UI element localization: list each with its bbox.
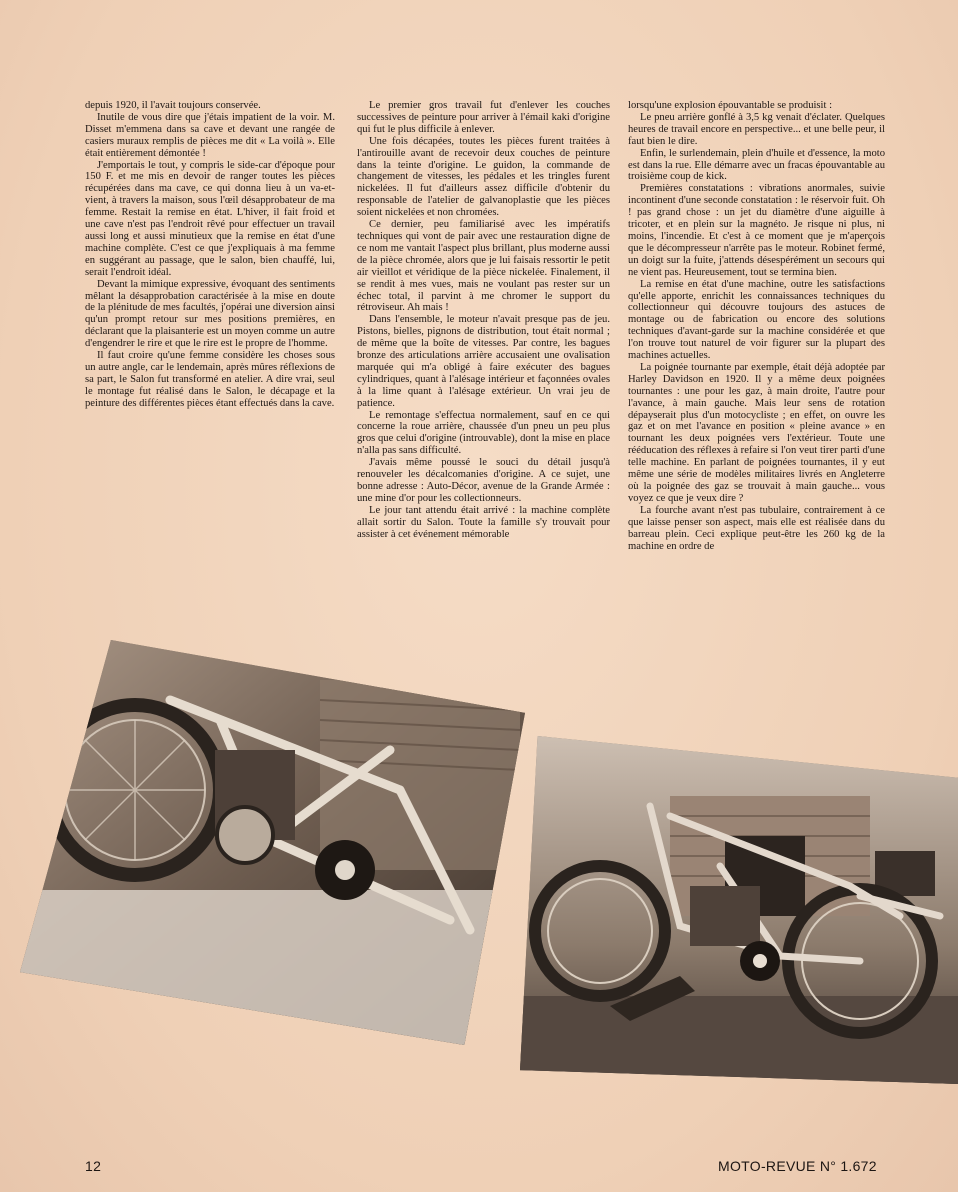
photo-motorcycle-frame — [20, 640, 525, 1045]
paragraph: Le jour tant attendu était arrivé : la machine complète allait sortir du Salon. Toute la famille s'y trouvait pour assister à cet événement mémorable — [357, 504, 610, 540]
paragraph: depuis 1920, il l'avait toujours conservée. — [85, 100, 261, 111]
paragraph: Premières constatations : vibrations anormales, suivie incontinent d'une seconde constatation : le réservoir fuit. Oh ! pas grand chose : un jet du diamètre d'une aiguille à tricoter, et en plein sur la magnéto. Je risque ni plus, ni moins, l'incendie. Et c'est à ce moment que je m'aperçois que le décompresseur n'arrête pas le moteur. Robinet fermé, un doigt sur la fuite, j'attends désespérément un secours qui ne vient pas. Heureusement, tout se termina bien. — [628, 183, 885, 278]
text-column-1 — [85, 100, 335, 410]
paragraph: Une fois décapées, toutes les pièces furent traitées à l'antirouille avant de recevoir deux couches de peinture dans la teinte d'origine. Le guidon, la commande de changement de vitesses, les pédales et les tringles furent nickelées. Il fut d'ailleurs assez difficile d'obtenir du responsable de l'atelier de galvanoplastie que les pièces soient nickelées et non chromées. — [357, 135, 610, 219]
paragraph: lorsqu'une explosion épouvantable se produisit : — [628, 100, 833, 111]
paragraph: Le pneu arrière gonflé à 3,5 kg venait d'éclater. Quelques heures de travail encore en perspective... et une belle peur, il faut bien le dire. — [628, 111, 885, 147]
paragraph: La fourche avant n'est pas tubulaire, contrairement à ce que laisse penser son aspect, mais elle est réalisée dans du barreau plein. Ceci explique peut-être les 260 kg de la machine en ordre de — [628, 504, 885, 552]
paragraph: Il faut croire qu'une femme considère les choses sous un autre angle, car le lendemain, après mûres réflexions de sa part, le Salon fut transformé en atelier. A dire vrai, seul le montage fut réalisé dans le Salon, le décapage et la peinture des différentes pièces étant effectués dans la cave. — [85, 350, 335, 409]
magazine-issue-footer: MOTO-REVUE N° 1.672 — [718, 1158, 877, 1174]
paragraph: La poignée tournante par exemple, était déjà adoptée par Harley Davidson en 1920. Il y a même deux poignées tournantes : une pour les gaz, à main droite, l'autre pour l'avance, à main gauche. Mais leur sens de rotation dépayserait plus d'un motocycliste ; en effet, on ouvre les gaz et on met l'avance en position « pleine avance » en tournant les deux poignées vers l'extérieur. Toute une rééducation des réflexes à refaire si l'on veut tirer parti d'une telle machine. En parlant de poignées tournantes, il y eut même une série de modèles militaires livrés en Angleterre où la poignée des gaz se trouvait à main gauche... vous voyez ce que je veux dire ? — [628, 361, 885, 504]
paragraph: Le remontage s'effectua normalement, sauf en ce qui concerne la roue arrière, chaussée d'un pneu un peu plus gros que celui d'origine (introuvable), dont la mise en place n'alla pas sans difficulté. — [357, 409, 610, 457]
text-column-2 — [357, 100, 610, 541]
page-number: 12 — [85, 1158, 102, 1174]
photo-assembled-image — [520, 736, 958, 1084]
paragraph: J'emportais le tout, y compris le side-car d'époque pour 150 F. et me mis en devoir de ranger toutes les pièces récupérées dans ma cave, ce qui donna lieu à un va-et-vient, à travers la maison, sous l'œil désapprobateur de ma femme. Restait la remise en état. L'hiver, il fait froid et une cave n'est pas l'endroit rêvé pour effectuer un travail aussi long et aussi minutieux que la remise en état d'une machine complète. C'est ce que j'expliquais à ma femme en suggérant au passage, que le salon, bien chauffé, lui, serait l'endroit idéal. — [85, 159, 335, 278]
paragraph: Le premier gros travail fut d'enlever les couches successives de peinture pour arriver à l'émail kaki d'origine qui fut le plus difficile à enlever. — [357, 100, 610, 135]
photo-frame-image — [20, 640, 525, 1045]
paragraph: Enfin, le surlendemain, plein d'huile et d'essence, la moto est dans la rue. Elle démarre avec un fracas épouvantable au troisième coup de kick. — [628, 147, 885, 183]
text-column-3 — [628, 100, 885, 552]
paragraph: La remise en état d'une machine, outre les satisfactions qu'elle apporte, enrichit les connaissances techniques du collectionneur qui découvre toujours des astuces de montage ou de fabrication ou encore des solutions techniques d'avant-garde sur la machine considérée et que l'on trouve tout naturel de voir figurer sur la plupart des machines actuelles. — [628, 278, 885, 362]
paragraph: Inutile de vous dire que j'étais impatient de la voir. M. Disset m'emmena dans sa cave et devant une rangée de casiers muraux remplis de pièces me dit « La voilà ». Elle était entièrement démontée ! — [85, 111, 335, 159]
photo-motorcycle-assembled — [520, 736, 958, 1084]
paragraph: Devant la mimique expressive, évoquant des sentiments mêlant la désapprobation caractérisée à la mise en doute de la plénitude de mes facultés, j'opérai une diversion ainsi qu'un prompt retour sur mes positions premières, en déclarant que la plaisanterie est un moyen comme un autre d'engendrer le rire et que le rire est le propre de l'homme. — [85, 278, 335, 350]
paragraph: J'avais même poussé le souci du détail jusqu'à renouveler les décalcomanies d'origine. A ce sujet, une bonne adresse : Auto-Décor, avenue de la Grande Armée : une mine d'or pour les collectionneurs. — [357, 457, 610, 504]
paragraph: Dans l'ensemble, le moteur n'avait presque pas de jeu. Pistons, bielles, pignons de distribution, tout était normal ; de même que la boîte de vitesses. Par contre, les bagues bronze des articulations arrière accusaient une ovalisation marquée qui m'a obligé à faire exécuter des bagues cylindriques, quant à l'alésage intérieur et façonnées ovales à la lime quant à l'alésage extérieur. Un vrai jeu de patience. — [357, 314, 610, 409]
paragraph: Ce dernier, peu familiarisé avec les impératifs techniques qui vont de pair avec une restauration digne de ce nom me vantait l'aspect plus brillant, plus moderne aussi de la pièce chromée, alors que je lui faisais ressortir le petit air vieillot et véridique de la pièce nickelée. Finalement, il se rendit à mes vues, mais ne voulant pas rester sur un échec total, il parvint à me chromer le support du rétroviseur. Ah mais ! — [357, 219, 610, 314]
